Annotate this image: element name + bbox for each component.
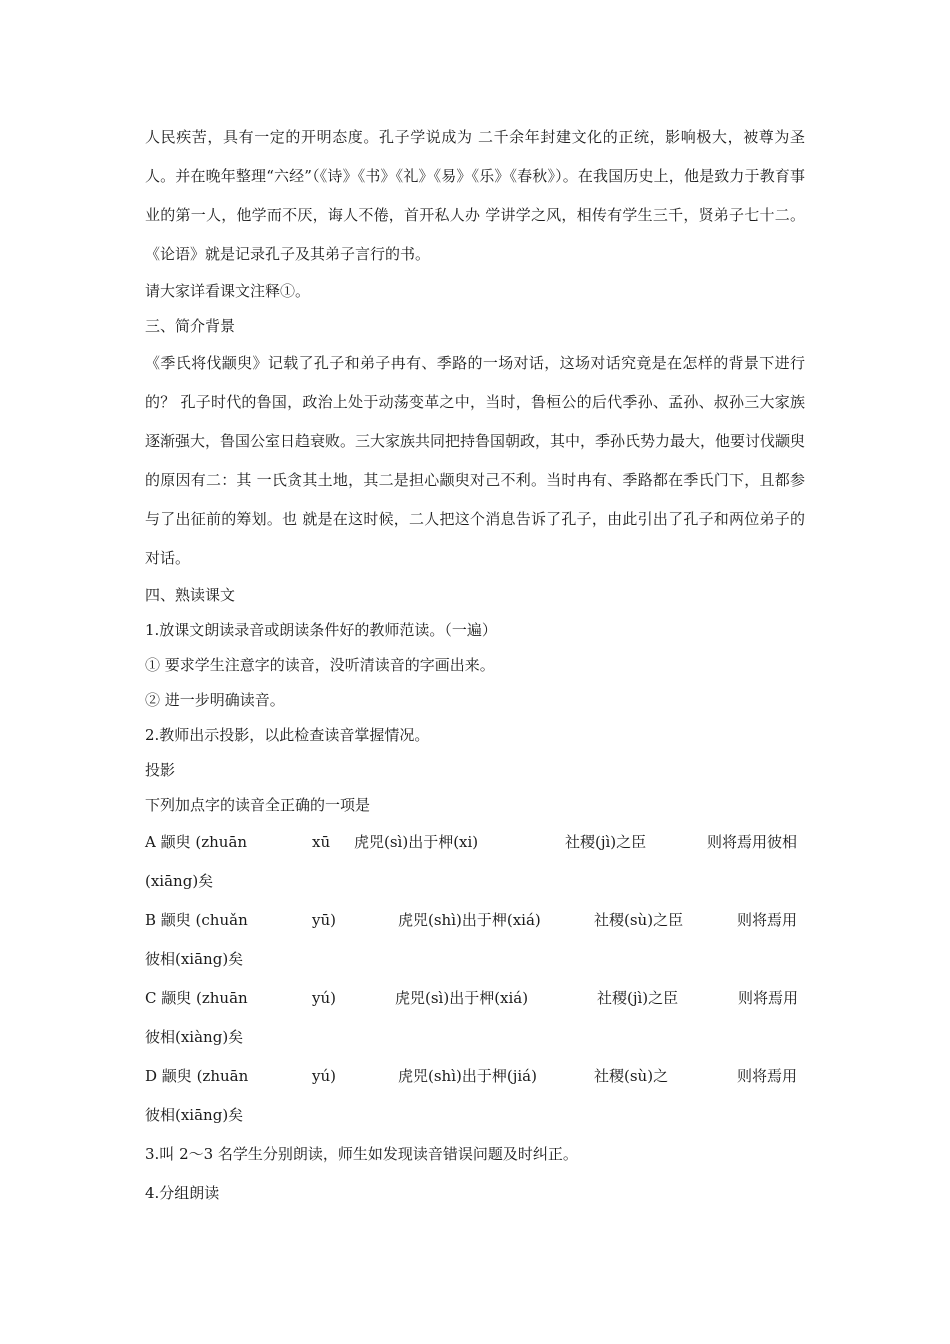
option-b-term: B 颛臾 (chuǎn [145,911,248,929]
option-a-phrase-1: 虎兕(sì)出于柙(xi) [354,833,479,851]
option-c-term: C 颛臾 (zhuān [145,989,248,1007]
option-b-reading: yū) [312,911,336,929]
option-b-phrase-2: 社稷(sù)之臣 [594,911,684,929]
option-d-continuation: 彼相(xiāng)矣 [145,1106,244,1124]
option-a-term: A 颛臾 (zhuān [145,833,248,851]
option-a-phrase-3: 则将焉用彼相 [707,833,798,851]
section-heading-reading: 四、熟读课文 [145,586,236,604]
option-b [145,901,805,940]
option-d-phrase-3: 则将焉用 [737,1067,798,1085]
option-a-continuation: (xiāng)矣 [145,872,214,890]
step-2: 2.教师出示投影，以此检查读音掌握情况。 [145,726,430,744]
option-d-reading: yú) [312,1067,336,1085]
paragraph-background: 《季氏将伐颛臾》记载了孔子和弟子冉有、季路的一场对话，这场对话究竟是在怎样的背景下进行的？ 孔子时代的鲁国，政治上处于动荡变革之中，当时，鲁桓公的后代季孙、孟孙、叔孙三大家族逐渐强大，鲁国公室日趋衰败。三大家族共同把持鲁国朝政，其中，季孙氏势力最大，他要讨伐颛臾的原因有二：其 一氏贪其土地，其二是担心颛臾对己不利。当时冉有、季路都在季氏门下，且都参与了出征前的筹划。也 就是在这时候，二人把这个消息告诉了孔子，由此引出了孔子和两位弟子的对话。 [145,354,806,567]
document-body [145,118,805,1213]
projection-label: 投影 [145,761,176,779]
option-c-phrase-2: 社稷(jì)之臣 [597,989,679,1007]
paragraph-confucius-bio: 人民疾苦，具有一定的开明态度。孔子学说成为 二千余年封建文化的正统，影响极大，被尊为圣人。并在晚年整理“六经”（《诗》《书》《礼》《易》《乐》《春秋》）。在我国历史上，他是致力于教育事业的第一人，他学而不厌，诲人不倦，首开私人办 学讲学之风，相传有学生三千，贤弟子七十二。《论语》就是记录孔子及其弟子言行的书。 [145,128,805,263]
option-d-term: D 颛臾 (zhuān [145,1067,249,1085]
step-1b: ② 进一步明确读音。 [145,691,285,709]
option-a-phrase-2: 社稷(jì)之臣 [565,833,647,851]
step-4: 4.分组朗读 [145,1184,220,1202]
option-d-phrase-1: 虎兕(shì)出于柙(jiá) [398,1067,537,1085]
note-line: 请大家详看课文注释①。 [145,282,311,300]
step-1: 1.放课文朗读录音或朗读条件好的教师范读。（一遍） [145,621,497,639]
option-a [145,823,805,862]
option-c-phrase-3: 则将焉用 [738,989,799,1007]
step-1a: ① 要求学生注意字的读音，没听清读音的字画出来。 [145,656,495,674]
question-prompt: 下列加点字的读音全正确的一项是 [145,796,371,814]
option-d [145,1057,805,1096]
option-c [145,979,805,1018]
option-c-reading: yú) [312,989,336,1007]
section-heading-background: 三、简介背景 [145,317,236,335]
step-3: 3.叫 2～3 名学生分别朗读，师生如发现读音错误问题及时纠正。 [145,1145,578,1163]
option-b-phrase-1: 虎兕(shì)出于柙(xiá) [398,911,541,929]
option-b-phrase-3: 则将焉用 [737,911,798,929]
option-b-continuation: 彼相(xiāng)矣 [145,950,244,968]
option-c-phrase-1: 虎兕(sì)出于柙(xiá) [395,989,529,1007]
option-d-phrase-2: 社稷(sù)之 [594,1067,669,1085]
option-a-reading: xū [312,833,331,851]
option-c-continuation: 彼相(xiàng)矣 [145,1028,244,1046]
